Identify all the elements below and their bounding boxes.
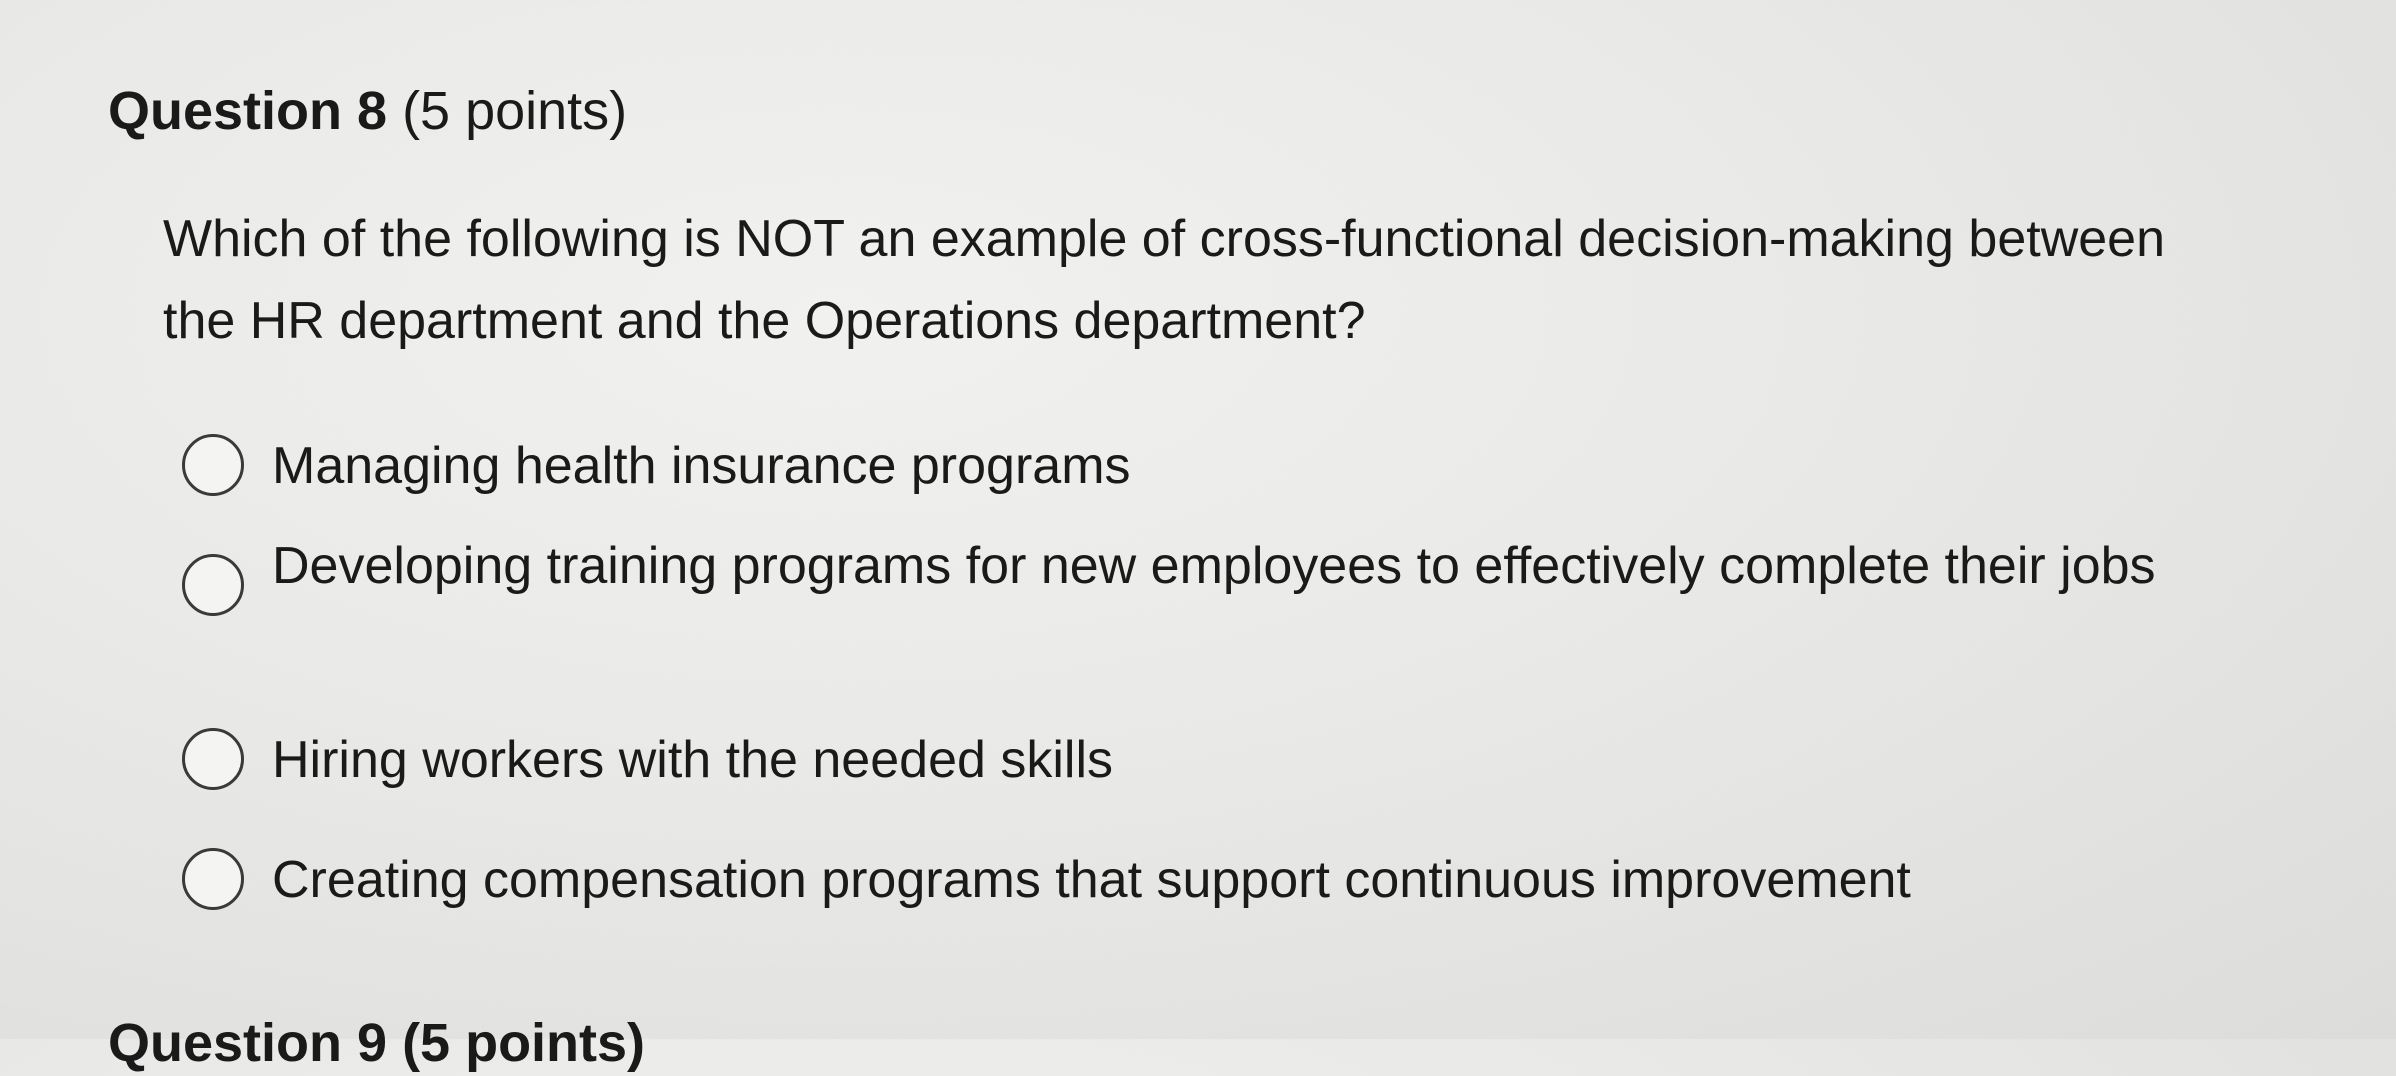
answer-option-label[interactable]: Developing training programs for new employees to effectively complete their jobs	[272, 537, 2156, 595]
answer-option-4[interactable]	[182, 842, 2272, 918]
next-question-points: (5 points)	[402, 1013, 646, 1073]
question-points: (5 points)	[402, 81, 628, 141]
answer-option-label[interactable]: Hiring workers with the needed skills	[272, 731, 1114, 789]
question-prompt: Which of the following is NOT an example of cross-functional decision-making between the HR department and the Operations department?	[163, 210, 2165, 350]
answer-option-1[interactable]	[182, 428, 2272, 504]
answer-option-2[interactable]	[182, 528, 2272, 616]
radio-button-icon[interactable]	[182, 728, 244, 790]
next-question-title	[108, 1010, 645, 1076]
answer-option-3[interactable]	[182, 722, 2272, 798]
radio-button-icon[interactable]	[182, 848, 244, 910]
answer-option-label[interactable]: Managing health insurance programs	[272, 437, 1131, 495]
radio-button-icon[interactable]	[182, 434, 244, 496]
question-number: Question 8	[108, 81, 388, 141]
question-title	[108, 78, 627, 144]
answer-option-label[interactable]: Creating compensation programs that support continuous improvement	[272, 851, 1911, 909]
radio-button-icon[interactable]	[182, 554, 244, 616]
next-question-number: Question 9	[108, 1013, 388, 1073]
